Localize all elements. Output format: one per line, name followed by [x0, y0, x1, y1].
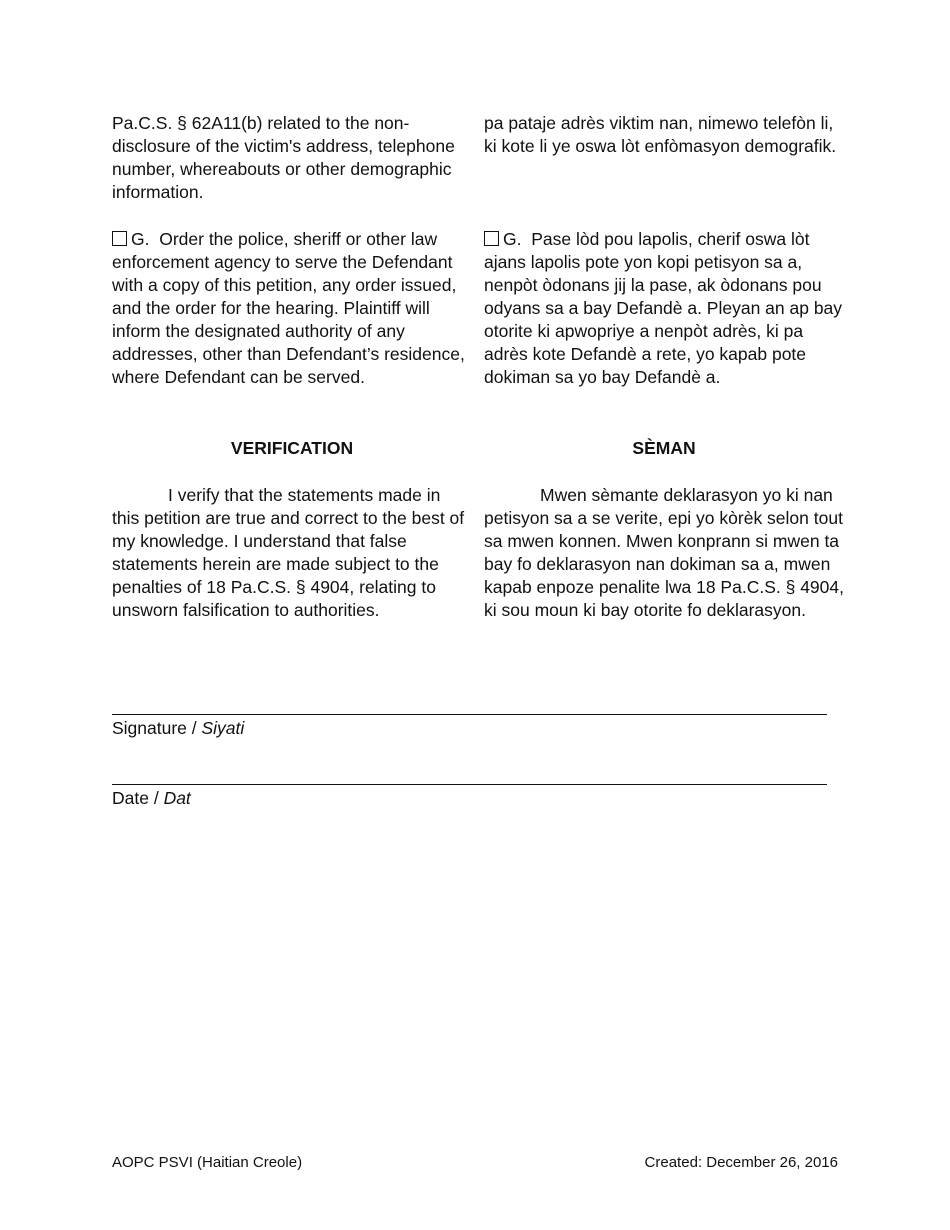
- english-continuation-text: Pa.C.S. § 62A11(b) related to the non-disclosure of the victim's address, telephone number, whereabouts or other demographic information.: [112, 113, 455, 202]
- creole-option-g-text: Pase lòd pou lapolis, cherif oswa lòt ajans lapolis pote yon kopi petisyon sa a, nenpòt òdonans jij la pase, ak òdonans pou odyans sa a bay Defandè a. Pleyan an ap bay otorite ki apwopriye a nenpòt adrès, ki pa adrès kote Defandè a rete, yo kapab pote dokiman sa yo bay Defandè a.: [484, 229, 843, 387]
- creole-option-g-label: G.: [503, 229, 522, 249]
- footer-created-date: Created: December 26, 2016: [644, 1154, 838, 1171]
- english-verification: [112, 484, 472, 622]
- english-column: [112, 112, 472, 204]
- creole-verification: [484, 484, 844, 622]
- date-label: [112, 787, 191, 810]
- creole-option-g: [484, 228, 844, 389]
- creole-verification-text: Mwen sèmante deklarasyon yo ki nan petisyon sa a se verite, epi yo kòrèk selon tout sa mwen konnen. Mwen konprann si mwen ta bay fo deklarasyon nan dokiman sa a, mwen kapab enpoze penalite lwa 18 Pa.C.S. § 4904, ki sou moun ki bay otorite fo deklarasyon.: [484, 485, 844, 620]
- english-option-g: [112, 228, 472, 389]
- creole-column: [484, 112, 844, 158]
- creole-option-g-paragraph: [484, 228, 844, 389]
- signature-label: [112, 717, 244, 740]
- signature-label-en: Signature /: [112, 718, 202, 738]
- date-label-en: Date /: [112, 788, 164, 808]
- verification-heading: VERIFICATION: [230, 438, 354, 458]
- creole-continuation-text: pa pataje adrès viktim nan, nimewo telefòn li, ki kote li ye oswa lòt enfòmasyon demografik.: [484, 113, 837, 156]
- english-option-g-text: Order the police, sheriff or other law enforcement agency to serve the Defendant with a copy of this petition, any order issued, and the order for the hearing. Plaintiff will inform the designated authority of any addresses, other than Defendant’s residence, where Defendant can be served.: [112, 229, 465, 387]
- footer-form-id: AOPC PSVI (Haitian Creole): [112, 1154, 303, 1171]
- seman-heading: SÈMAN: [632, 438, 696, 458]
- option-g-checkbox-creole[interactable]: [484, 231, 499, 246]
- signature-line[interactable]: [112, 714, 827, 715]
- english-verification-text: I verify that the statements made in this petition are true and correct to the best of my knowledge. I understand that false statements herein are made subject to the penalties of 18 Pa.C.S. § 4904, relating to unsworn falsification to authorities.: [112, 485, 465, 620]
- english-option-g-paragraph: [112, 228, 472, 389]
- option-g-checkbox[interactable]: [112, 231, 127, 246]
- english-option-g-label: G.: [131, 229, 150, 249]
- signature-label-ht: Siyati: [201, 718, 245, 738]
- date-label-ht: Dat: [163, 788, 191, 808]
- date-line[interactable]: [112, 784, 827, 785]
